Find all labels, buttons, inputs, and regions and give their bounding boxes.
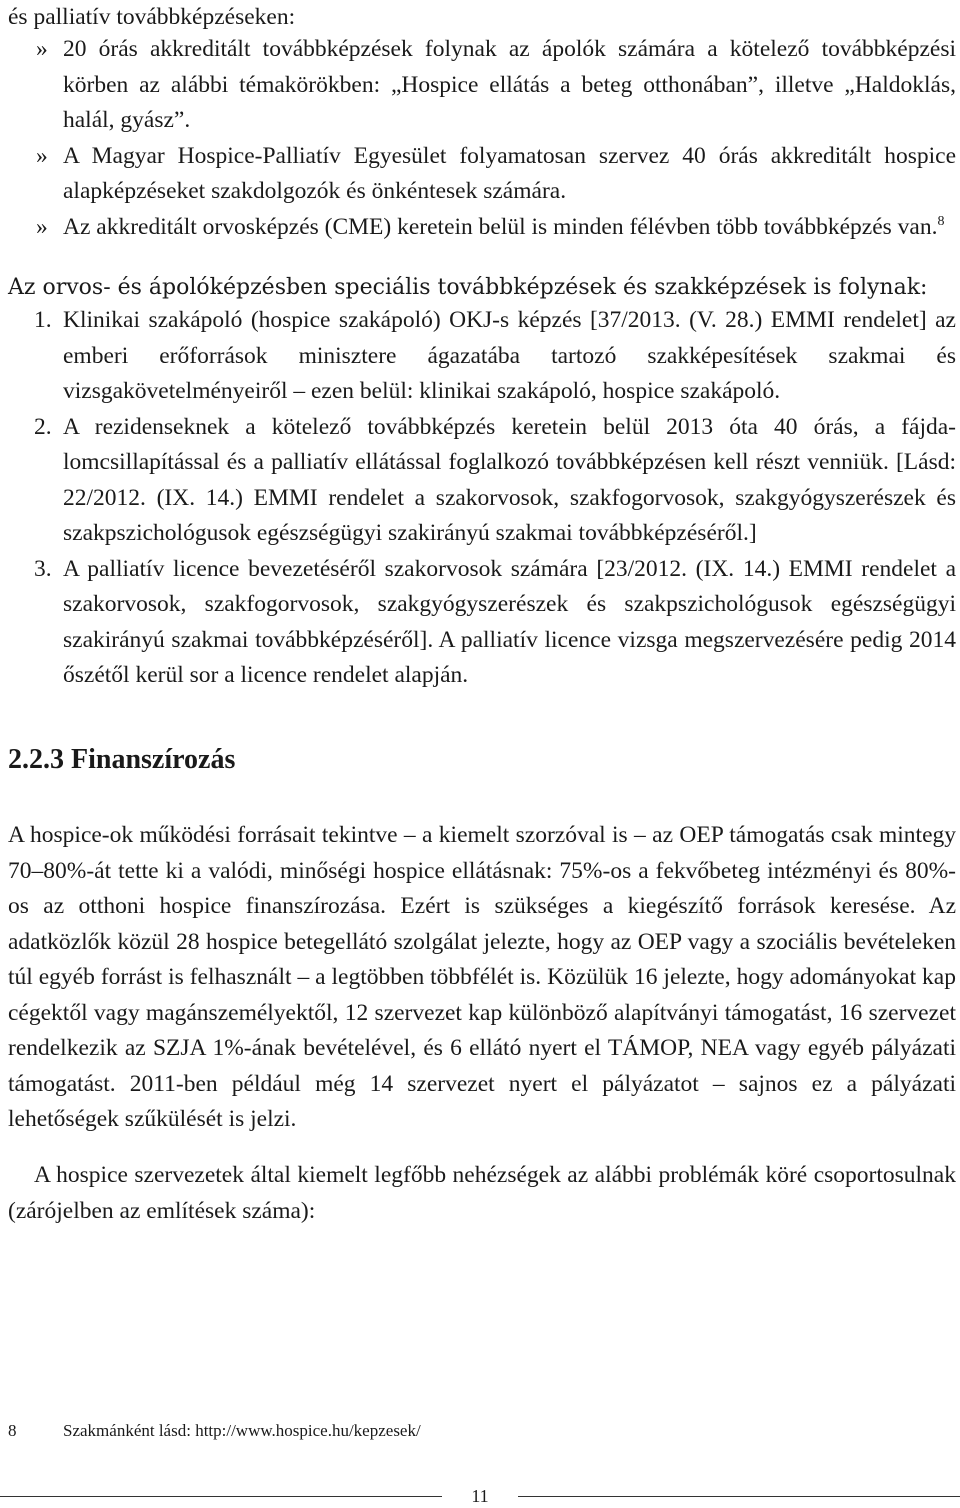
list-item	[8, 303, 956, 410]
bullet-marker-icon: »	[36, 213, 48, 240]
footnote-text: Szakmánként lásd: http://www.hospice.hu/kepzesek/	[63, 1421, 421, 1440]
training-lead: Az orvos- és ápolóképzésben speciális továbbképzések és szakképzések is folynak:	[8, 275, 928, 300]
list-item	[8, 210, 956, 246]
list-item	[8, 32, 956, 139]
bullet-list	[8, 32, 956, 245]
paragraph: A hospice-ok működési forrásait tekintve – a kiemelt szorzóval is – az OEP támogatás csak mintegy 70–80%-át tette ki a valódi, minőségi hospice ellátásnak: 75%-os a fekvőbeteg intézményi és 80%-os az otthoni hospice finanszírozása. Ezért is szükséges a kiegészítő források keresése. Az adatközlők közül 28 hospice betegellátó szolgálat jelezte, hogy az OEP vagy a szociális bevételeken túl egyéb forrást is felhasznált – a legtöbben többfélét is. Közülük 16 jelezte, hogy adományokat kap cégektől vagy magánszemélyektől, 12 szervezet kap különböző alapítványi támogatást, 16 szervezet rendelkezik az SZJA 1%-ának bevételével, és 6 ellátó nyert el TÁMOP, NEA vagy egyéb pályázati támogatást. 2011-ben például még 14 szervezet nyert el pályázatot – sajnos ez a pályázati lehetőségek szűkülését is jelzi.	[8, 822, 956, 1132]
item-text: A rezidenseknek a kötelező továbbképzés keretein belül 2013 óta 40 órás, a fájdalomcsillapítással és a palliatív ellátással foglalkozó továbbképzésen kell részt venniük. [Lásd: 22/2012. (IX. 14.) EMMI rendelet a szakorvosok, szakfogorvosok, szakgyógyszerészek és szakpszichológusok egészségügyi szakirányú szakmai továbbképzéséről.]	[63, 413, 956, 546]
section-heading: 2.2.3 Finanszírozás	[8, 744, 236, 775]
numbered-list	[8, 303, 956, 694]
footnote	[8, 1419, 908, 1443]
bullet-text: A Magyar Hospice-Palliatív Egyesület folyamatosan szervez 40 órás akkreditált hospice alapképzéseket szakdolgozók és önkéntesek számára.	[63, 142, 956, 204]
list-item	[8, 139, 956, 210]
paragraph: A hospice szervezetek által kiemelt legfőbb nehézségek az alábbi problémák köré csoportosulnak (zárójelben az említések száma):	[8, 1162, 956, 1224]
footer-divider	[0, 1496, 442, 1497]
item-text: A palliatív licence bevezetéséről szakorvosok számára [23/2012. (IX. 14.) EMMI rendelet a szakorvosok, szakfogorvosok, szakgyógyszerészek és szakpszichológusok egészségügyi szakirányú szakmai továbbképzéséről]. A palliatív licence vizsga megszervezésére pedig 2014 őszétől kerül sor a licence rendelet alapján.	[63, 555, 956, 688]
list-item	[8, 552, 956, 694]
item-text: Klinikai szakápoló (hospice szakápoló) OKJ-s képzés [37/2013. (V. 28.) EMMI rendelet] az emberi erőforrások minisztere ágazatába tartozó szakképesítések szakmai és vizsgakövetelményeiről – ezen belül: klinikai szakápoló, hospice szakápoló.	[63, 307, 956, 404]
footnote-number: 8	[8, 1421, 17, 1440]
bullet-marker-icon: »	[36, 142, 48, 169]
list-item	[8, 410, 956, 552]
footer-divider	[518, 1496, 960, 1497]
bullet-text: 20 órás akkreditált továbbképzések folynak az ápolók számára a kötelező továbbképzési körben az alábbi témakörökben: „Hospice ellátás a beteg otthonában”, illetve „Haldoklás, halál, gyász”.	[63, 36, 956, 133]
item-number: 3.	[34, 555, 52, 582]
footnote-ref: 8	[937, 213, 945, 229]
bullet-text: Az akkreditált orvosképzés (CME) keretein belül is minden félévben több továbbképzés van.	[63, 213, 938, 240]
bullet-marker-icon: »	[36, 36, 48, 62]
item-number: 1.	[34, 307, 52, 333]
item-number: 2.	[34, 413, 52, 440]
intro-line: és palliatív továbbképzéseken:	[8, 4, 296, 30]
page-number: 11	[471, 1486, 489, 1506]
